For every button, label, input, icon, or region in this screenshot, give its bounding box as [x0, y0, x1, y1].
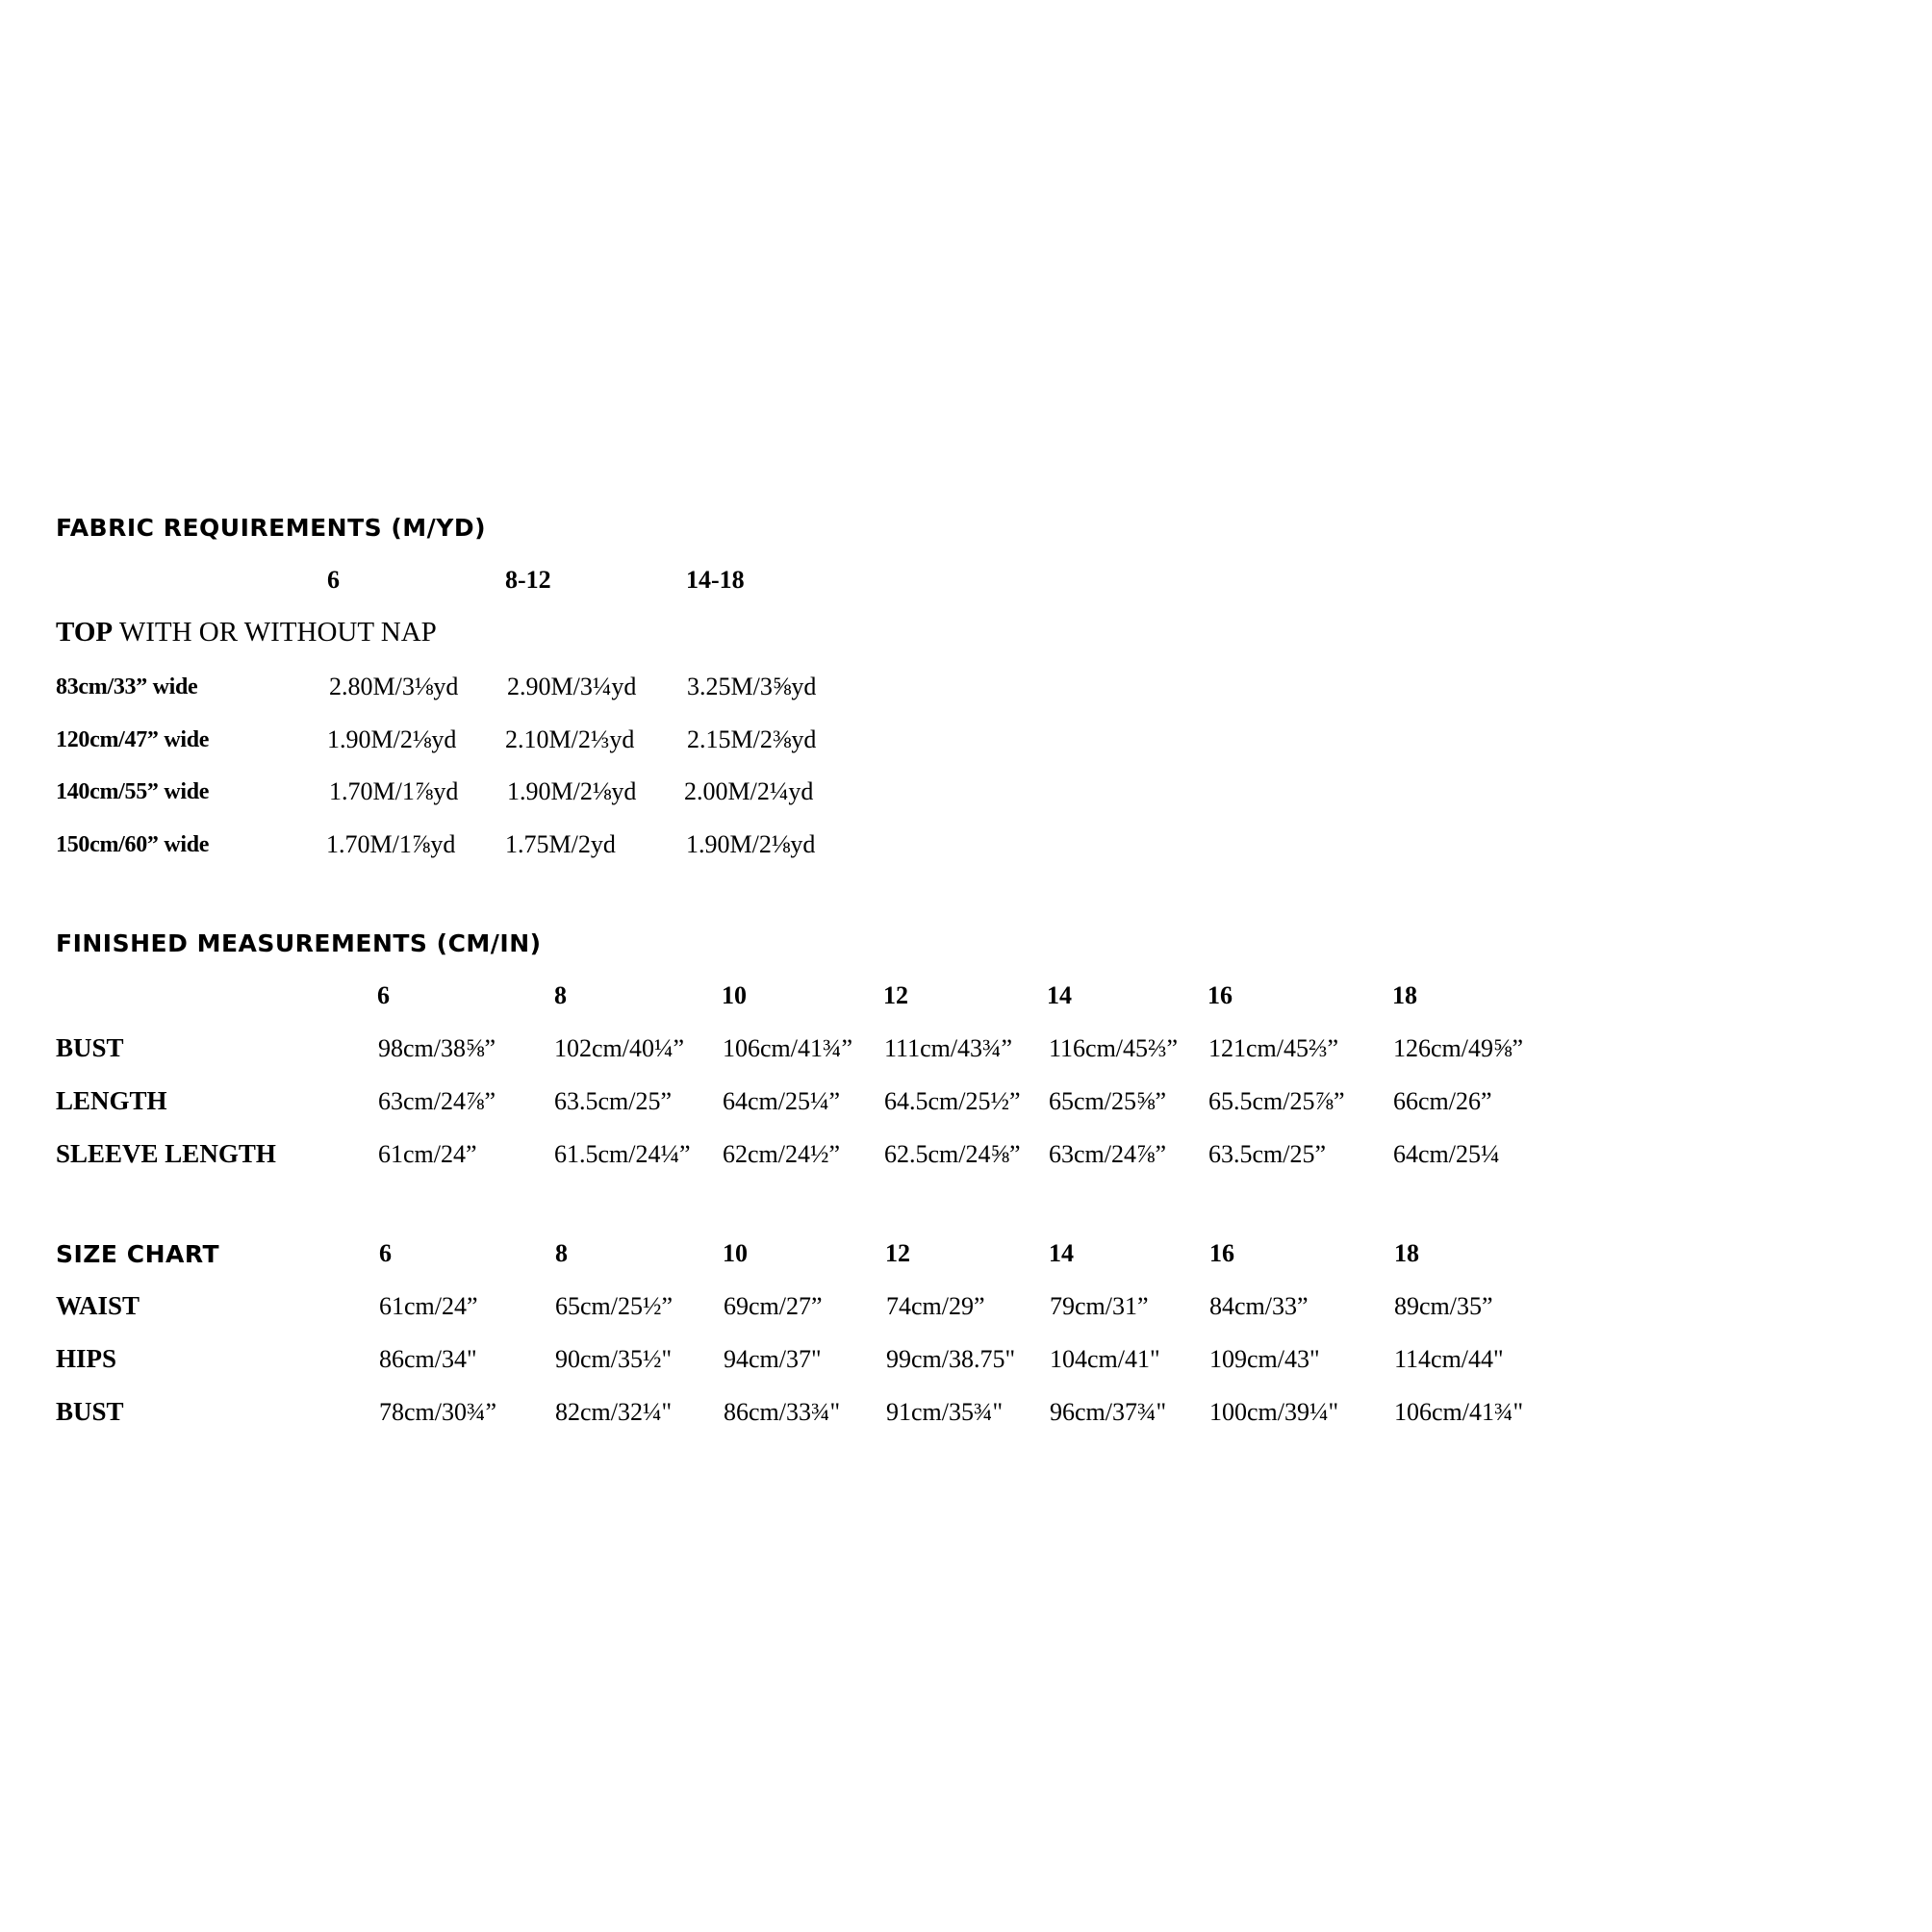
- finished-row-label: BUST: [56, 1033, 124, 1062]
- size-row-label: HIPS: [56, 1344, 117, 1373]
- size-cell: 61cm/24”: [379, 1292, 478, 1320]
- size-cell: 84cm/33”: [1209, 1292, 1309, 1320]
- fabric-cell: 2.80M/3⅛yd: [329, 673, 459, 700]
- finished-col-header: 8: [554, 981, 567, 1009]
- finished-cell: 63.5cm/25”: [554, 1087, 673, 1115]
- fabric-col-header: 6: [327, 566, 340, 594]
- finished-cell: 65cm/25⅝”: [1049, 1087, 1167, 1115]
- size-cell: 89cm/35”: [1394, 1292, 1493, 1320]
- size-col-header: 18: [1394, 1239, 1419, 1267]
- fabric-cell: 1.70M/1⅞yd: [326, 830, 456, 858]
- finished-cell: 63cm/24⅞”: [1049, 1140, 1167, 1168]
- finished-col-header: 16: [1208, 981, 1233, 1009]
- finished-col-header: 18: [1392, 981, 1417, 1009]
- size-cell: 109cm/43": [1209, 1345, 1320, 1373]
- size-cell: 100cm/39¼": [1209, 1398, 1339, 1426]
- size-cell: 82cm/32¼": [555, 1398, 673, 1426]
- fabric-row-label: 150cm/60” wide: [56, 832, 210, 857]
- fabric-cell: 1.90M/2⅛yd: [507, 777, 637, 805]
- size-cell: 79cm/31”: [1050, 1292, 1149, 1320]
- finished-cell: 63.5cm/25”: [1208, 1140, 1327, 1168]
- fabric-row-label: 140cm/55” wide: [56, 779, 210, 804]
- finished-cell: 66cm/26”: [1393, 1087, 1492, 1115]
- fabric-row-label: 120cm/47” wide: [56, 727, 210, 752]
- fabric-requirements-title: FABRIC REQUIREMENTS (M/YD): [56, 514, 487, 542]
- fabric-cell: 1.70M/1⅞yd: [329, 777, 459, 805]
- size-cell: 96cm/37¾": [1050, 1398, 1167, 1426]
- size-col-header: 10: [723, 1239, 748, 1267]
- finished-row-label: LENGTH: [56, 1086, 167, 1115]
- finished-cell: 98cm/38⅝”: [378, 1034, 496, 1062]
- size-row-label: WAIST: [56, 1291, 140, 1320]
- size-row-label: BUST: [56, 1397, 124, 1426]
- size-cell: 106cm/41¾": [1394, 1398, 1524, 1426]
- finished-cell: 64.5cm/25½”: [884, 1087, 1021, 1115]
- size-cell: 78cm/30¾”: [379, 1398, 497, 1426]
- size-cell: 74cm/29”: [886, 1292, 985, 1320]
- finished-col-header: 10: [722, 981, 747, 1009]
- size-cell: 69cm/27”: [724, 1292, 823, 1320]
- finished-measurements-title: FINISHED MEASUREMENTS (CM/IN): [56, 929, 542, 957]
- finished-cell: 61.5cm/24¼”: [554, 1140, 691, 1168]
- fabric-cell: 1.75M/2yd: [505, 830, 616, 858]
- fabric-cell: 2.00M/2¼yd: [684, 777, 814, 805]
- size-col-header: 16: [1209, 1239, 1234, 1267]
- finished-cell: 121cm/45⅔”: [1208, 1034, 1339, 1062]
- finished-cell: 61cm/24”: [378, 1140, 477, 1168]
- size-cell: 114cm/44": [1394, 1345, 1504, 1373]
- finished-cell: 111cm/43¾”: [884, 1034, 1013, 1062]
- size-col-header: 8: [555, 1239, 568, 1267]
- size-col-header: 14: [1049, 1239, 1074, 1267]
- finished-cell: 64cm/25¼”: [723, 1087, 841, 1115]
- fabric-cell: 2.10M/2⅓yd: [505, 725, 635, 753]
- size-cell: 91cm/35¾": [886, 1398, 1004, 1426]
- finished-col-header: 12: [883, 981, 908, 1009]
- finished-cell: 65.5cm/25⅞”: [1208, 1087, 1345, 1115]
- fabric-col-header: 14-18: [686, 566, 745, 594]
- finished-cell: 116cm/45⅔”: [1049, 1034, 1179, 1062]
- finished-col-header: 14: [1047, 981, 1072, 1009]
- finished-cell: 126cm/49⅝”: [1393, 1034, 1524, 1062]
- size-cell: 99cm/38.75": [886, 1345, 1016, 1373]
- finished-col-header: 6: [377, 981, 390, 1009]
- finished-cell: 102cm/40¼”: [554, 1034, 685, 1062]
- fabric-col-header: 8-12: [505, 566, 551, 594]
- size-chart-title: SIZE CHART: [56, 1240, 220, 1268]
- finished-cell: 63cm/24⅞”: [378, 1087, 496, 1115]
- fabric-cell: 1.90M/2⅛yd: [686, 830, 816, 858]
- size-cell: 104cm/41": [1050, 1345, 1160, 1373]
- fabric-subheading-note: WITH OR WITHOUT NAP: [113, 617, 437, 648]
- size-cell: 90cm/35½": [555, 1345, 673, 1373]
- fabric-cell: 1.90M/2⅛yd: [327, 725, 457, 753]
- size-col-header: 6: [379, 1239, 392, 1267]
- size-cell: 86cm/34": [379, 1345, 477, 1373]
- finished-cell: 64cm/25¼: [1393, 1140, 1500, 1168]
- fabric-subheading-garment: TOP: [56, 617, 114, 648]
- size-cell: 86cm/33¾": [724, 1398, 841, 1426]
- size-col-header: 12: [885, 1239, 910, 1267]
- finished-row-label: SLEEVE LENGTH: [56, 1139, 276, 1168]
- size-cell: 65cm/25½”: [555, 1292, 674, 1320]
- finished-cell: 106cm/41¾”: [723, 1034, 853, 1062]
- fabric-row-label: 83cm/33” wide: [56, 674, 198, 699]
- fabric-cell: 3.25M/3⅝yd: [687, 673, 817, 700]
- fabric-cell: 2.90M/3¼yd: [507, 673, 637, 700]
- finished-cell: 62cm/24½”: [723, 1140, 841, 1168]
- size-cell: 94cm/37": [724, 1345, 822, 1373]
- fabric-cell: 2.15M/2⅜yd: [687, 725, 817, 753]
- finished-cell: 62.5cm/24⅝”: [884, 1140, 1021, 1168]
- fabric-subheading: [56, 619, 437, 647]
